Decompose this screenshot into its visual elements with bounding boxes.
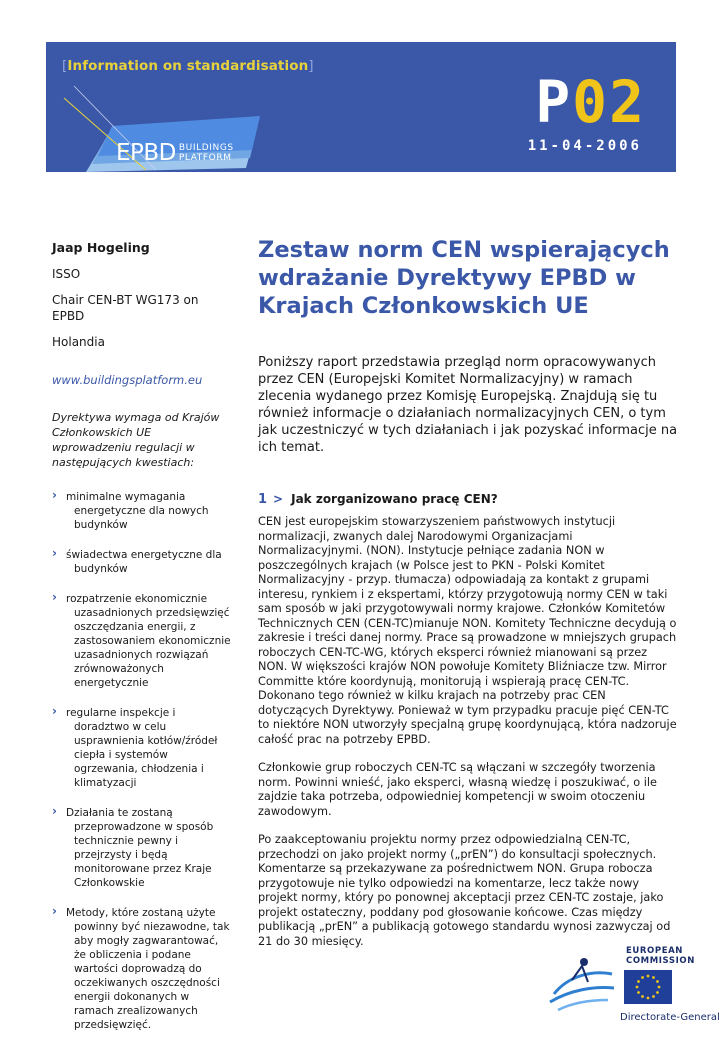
publication-date: 11-04-2006	[527, 138, 642, 154]
directive-intro: Dyrektywa wymaga od Krajów Członkowskich UE wprowadzeniu regulacji w następujących kwestiach:	[52, 411, 220, 469]
epbd-logo	[116, 140, 234, 166]
section-heading	[258, 492, 678, 507]
section-title: Jak zorganizowano pracę CEN?	[291, 492, 498, 506]
chevron-right-icon: ›	[52, 904, 57, 918]
list-item	[52, 490, 232, 532]
body-paragraph: Po zaakceptowaniu projektu normy przez odpowiedzialną CEN-TC, przechodzi on jako projekt normy („prEN”) do konsultacji społecznych. Komentarze są przekazywane za pośrednictwem NON. Grupa robocza przygotowuje nie tylko odpowiedzi na komentarze, lecz także nowy projekt normy, który po ponownej akceptacji przez CEN-TC zostaje, jako projekt ostateczny, poddany pod głosowanie końcowe. Czas między publikacją „prEN” a publikacją gotowego standardu wynosi zazwyczaj od 21 do 30 miesięcy.	[258, 833, 671, 948]
publication-digits: 02	[572, 68, 646, 136]
main-content	[258, 236, 678, 949]
list-item-rest: uzasadnionych przedsięwzięć oszczędzania energii, z zastosowaniem ekonomicznie uzasadnionych rozwiązań zrównoważonych energetycznie	[74, 607, 231, 689]
eu-flag-icon	[624, 970, 672, 1004]
website-link[interactable]: www.buildingsplatform.eu	[52, 373, 203, 387]
list-item	[52, 906, 232, 1032]
section-arrow-icon: >	[273, 492, 284, 506]
list-item-first-line: minimalne wymagania	[66, 491, 186, 503]
list-item-first-line: rozpatrzenie ekonomicznie	[66, 593, 208, 605]
body-paragraph: CEN jest europejskim stowarzyszeniem państwowych instytucji normalizacji, zwanych dalej Narodowymi Organizacjami Normalizacyjnymi. (NON). Instytucje pełniące zadania NON w poszczególnych krajach (w Polsce jest to PKN - Polski Komitet Normalizacyjny - przyp. tłumacza) odpowiadają za kontakt z grupami interesu, rynkiem i z ekspertami, którzy przygotowują normy CEN w taki sam sposób w jaki przygotowywali normy krajowe. Członków Komitetów Technicznych CEN (CEN-TC)mianuje NON. Komitety Techniczne decydują o zakresie i treści danej normy. Prace są prowadzone w mniejszych grupach roboczych CEN-TC-WG, których eksperci również mianowani są przez NON. W większości krajów NON powołuje Komitety Bliźniacze tzw. Mirror Committe które koordynują, monitorują i wspierają pracę CEN-TC. Dokonano tego również w kilku krajach na potrzeby prac CEN dotyczących Dyrektywy. Ponieważ w tym przypadku pracuje pięć CEN-TC to niektóre NON utworzyły specjalną grupę koordynującą, która nadzoruje całość prac na potrzeby EPBD.	[258, 515, 677, 746]
body-paragraph: Członkowie grup roboczych CEN-TC są włączani w szczegóły tworzenia norm. Powinni wnieść, jako eksperci, własną wiedzę i poszukiwać, o ile zajdzie taka potrzeba, odpowiedniej kompetencji w swoim otoczeniu zawodowym.	[258, 761, 658, 818]
ec-line-1: EUROPEAN	[626, 946, 684, 956]
author-role: Chair CEN-BT WG173 on EPBD	[52, 293, 199, 323]
chevron-right-icon: ›	[52, 546, 57, 560]
chevron-right-icon: ›	[52, 488, 57, 502]
publication-letter: P	[535, 68, 573, 136]
series-tag	[62, 58, 314, 74]
list-item	[52, 592, 232, 690]
tag-bracket-open: [	[62, 58, 68, 74]
requirements-list	[52, 490, 232, 1032]
list-item-first-line: Metody, które zostaną użyte	[66, 907, 216, 919]
list-item	[52, 548, 232, 576]
list-item-first-line: regularne inspekcje i	[66, 707, 176, 719]
list-item	[52, 806, 232, 890]
directorate-general-label: Directorate-General	[620, 1012, 720, 1023]
list-item-rest: powinny być niezawodne, tak aby mogły zagwarantować, że obliczenia i podane wartości doprowadzą do oczekiwanych oszczędności energii dokonanych w ramach zrealizowanych przedsięwzięć.	[74, 921, 230, 1031]
list-item-rest: przeprowadzone w sposób technicznie pewny i przejrzysty i będą monitorowane przez Kraje Członkowskie	[74, 821, 214, 889]
page-title: Zestaw norm CEN wspierających wdrażanie Dyrektywy EPBD w Krajach Członkowskich UE	[258, 237, 670, 319]
chevron-right-icon: ›	[52, 804, 57, 818]
logo-sub-text	[179, 143, 234, 163]
section-number: 1	[258, 492, 268, 507]
logo-main-text: EPBD	[116, 140, 176, 166]
ec-name	[626, 946, 695, 966]
author-country: Holandia	[52, 335, 105, 349]
author-name: Jaap Hogeling	[52, 240, 150, 255]
chevron-right-icon: ›	[52, 590, 57, 604]
logo-sub-line-2: PLATFORM	[178, 153, 232, 163]
list-item-rest: doradztwo w celu usprawnienia kotłów/źródeł ciepła i systemów ogrzewania, chłodzenia i klimatyzacji	[74, 721, 218, 789]
ec-line-2: COMMISSION	[626, 956, 695, 966]
list-item-first-line: świadectwa energetyczne dla	[66, 549, 222, 561]
list-item-rest: budynków	[74, 563, 128, 575]
header-banner	[46, 42, 676, 172]
list-item	[52, 706, 232, 790]
author-organization: ISSO	[52, 267, 81, 281]
lead-paragraph: Poniższy raport przedstawia przegląd norm opracowywanych przez CEN (Europejski Komitet Normalizacyjny) w ramach zlecenia wydanego przez Komisję Europejską. Znajdują się tu również informacje o działaniach normalizacyjnych CEN, o tym jak uczestniczyć w tych działaniach i jak pozyskać informacje na ich temat.	[258, 355, 678, 455]
chevron-right-icon: ›	[52, 704, 57, 718]
publication-number	[535, 68, 646, 136]
tag-bracket-close: ]	[308, 58, 314, 74]
logo-sub-line-1: BUILDINGS	[178, 143, 234, 153]
tag-text: Information on standardisation	[67, 58, 309, 74]
list-item-rest: energetyczne dla nowych budynków	[74, 505, 209, 531]
list-item-first-line: Działania te zostaną	[66, 807, 173, 819]
sidebar	[52, 240, 232, 1048]
